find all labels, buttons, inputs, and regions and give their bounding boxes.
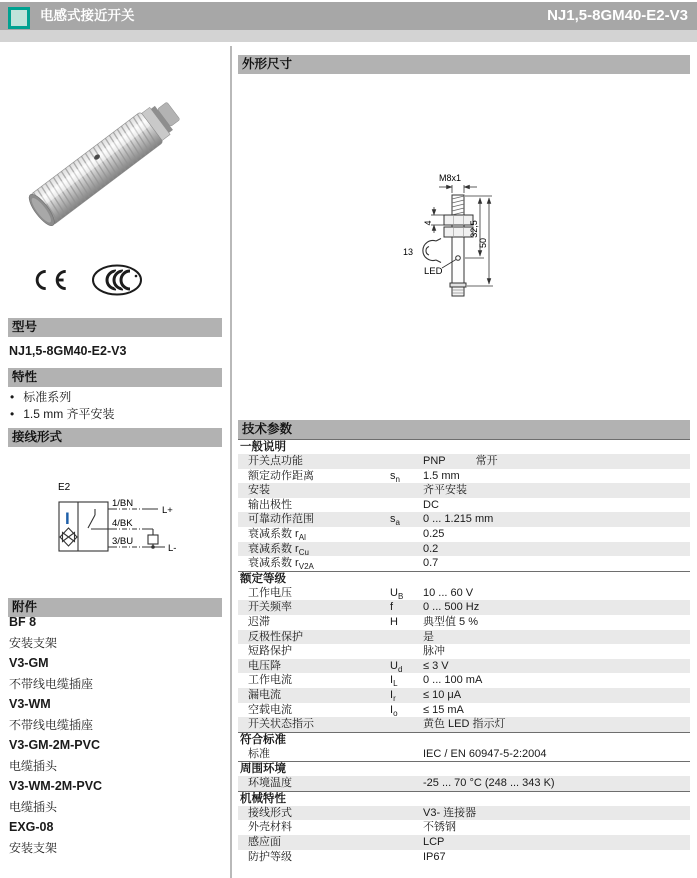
- spec-label: 短路保护: [248, 645, 292, 658]
- spec-label: 衰减系数 $r_{Al}$: [248, 527, 306, 543]
- spec-row: [238, 644, 690, 659]
- spec-row: [238, 673, 690, 688]
- spec-value-2: 常开: [475, 455, 498, 467]
- accessory-model: EXG-08: [9, 820, 54, 834]
- accessory-description: 安装支架: [9, 636, 58, 650]
- dim-mid-label: 32,5: [469, 220, 479, 238]
- spec-label: 防护等级: [248, 850, 292, 863]
- model-value: NJ1,5-8GM40-E2-V3: [9, 344, 127, 358]
- spec-row: [238, 483, 690, 498]
- spec-row: [238, 850, 690, 865]
- spec-row: [238, 806, 690, 821]
- spec-value: 0.7: [423, 557, 439, 570]
- brand-square-icon: [8, 7, 30, 29]
- spec-value: DC: [423, 498, 439, 511]
- terminal-label: L-: [168, 543, 177, 554]
- accessory-model: V3-WM-2M-PVC: [9, 779, 103, 793]
- spec-section-title: 一般说明: [238, 439, 690, 454]
- spec-symbol: [390, 630, 423, 645]
- spec-row: [238, 586, 690, 601]
- spec-symbol: [390, 454, 423, 469]
- ce-mark-icon: [30, 266, 70, 294]
- section-header-connection: 接线形式: [8, 428, 222, 447]
- spec-symbol: [390, 483, 423, 498]
- accessory-model: BF 8: [9, 615, 37, 629]
- spec-value: ≤ 3 V: [423, 659, 449, 672]
- spec-row: [238, 512, 690, 527]
- spec-symbol: $s_n$: [390, 469, 400, 484]
- spec-row: [238, 630, 690, 645]
- part-number: NJ1,5-8GM40-E2-V3: [547, 7, 688, 24]
- spec-symbol: [390, 806, 423, 821]
- spec-section-title: 符合标准: [238, 732, 690, 747]
- spec-value: 10 ... 60 V: [423, 586, 474, 599]
- spec-symbol: [390, 556, 423, 575]
- spec-value: IP67: [423, 850, 446, 863]
- accessory-model: V3-GM: [9, 656, 49, 670]
- spec-label: 反极性保护: [248, 630, 303, 643]
- spec-value: PNP 常开: [423, 455, 498, 467]
- spec-label: 迟滞: [248, 615, 270, 628]
- dim-thread-label: M8x1: [439, 173, 462, 183]
- spec-label: 安装: [248, 484, 270, 497]
- spec-value: LCP: [423, 836, 445, 849]
- spec-row: [238, 820, 690, 835]
- spec-row: [238, 703, 690, 718]
- spec-section-title: 机械特性: [238, 791, 690, 806]
- output-type-symbol: I: [65, 509, 70, 528]
- accessory-description: 不带线电缆插座: [9, 677, 94, 691]
- spec-value: 脉冲: [423, 645, 445, 658]
- spec-row: [238, 747, 690, 762]
- spec-row: [238, 688, 690, 703]
- spec-value: 0 ... 1.215 mm: [423, 513, 494, 526]
- spec-label: 可靠动作范围: [248, 513, 314, 526]
- accessory-description: 不带线电缆插座: [9, 718, 94, 732]
- spec-symbol: $s_a$: [390, 513, 400, 528]
- spec-label: 工作电流: [248, 674, 292, 687]
- spec-label: 接线形式: [248, 806, 292, 819]
- pin-label: 3/BU: [112, 536, 134, 547]
- wiring-diagram: [55, 480, 207, 568]
- ccc-mark-icon: [90, 262, 144, 298]
- spec-value: V3- 连接器: [423, 806, 477, 819]
- spec-symbol: $I_r$: [390, 688, 396, 704]
- spec-label: 额定动作距离: [248, 469, 314, 482]
- led-label: LED: [424, 266, 443, 277]
- spec-label: 开关状态指示: [248, 718, 314, 731]
- spec-value: ≤ 10 μA: [423, 688, 462, 701]
- spec-label: 标准: [248, 747, 270, 760]
- spec-row: [238, 776, 690, 791]
- spec-label: 开关点功能: [248, 455, 303, 467]
- spec-value: 1.5 mm: [423, 469, 460, 482]
- spec-label: 输出极性: [248, 498, 292, 511]
- spec-label: 开关频率: [248, 601, 292, 614]
- spec-symbol: $I_o$: [390, 703, 398, 718]
- spec-value: 0.25: [423, 527, 445, 540]
- spec-symbol: $I_L$: [390, 674, 398, 689]
- terminal-label: L+: [162, 505, 173, 516]
- spec-section-title: 额定等级: [238, 571, 690, 586]
- accessory-description: 电缆插头: [9, 800, 58, 814]
- spec-row: [238, 498, 690, 513]
- spec-value: 黄色 LED 指示灯: [423, 718, 506, 731]
- spec-symbol: [390, 644, 423, 659]
- spec-label: 衰减系数 $r_{V2A}$: [248, 557, 314, 572]
- spec-section-title: 周围环境: [238, 761, 690, 776]
- spec-symbol: [390, 717, 423, 732]
- page-header-bar: [0, 2, 697, 30]
- spec-symbol: [390, 820, 423, 835]
- spec-value: 不锈钢: [423, 821, 456, 834]
- dim-wrench-label: 13: [403, 247, 414, 257]
- spec-label: 环境温度: [248, 777, 292, 790]
- accessory-model: V3-GM-2M-PVC: [9, 738, 100, 752]
- spec-row: [238, 556, 690, 571]
- accessory-description: 电缆插头: [9, 759, 58, 773]
- spec-value: 典型值 5 %: [423, 615, 479, 628]
- spec-symbol: H: [390, 615, 398, 628]
- section-header-features: 特性: [8, 368, 222, 387]
- spec-row: [238, 717, 690, 732]
- spec-value: ≤ 15 mA: [423, 703, 464, 716]
- spec-row: [238, 527, 690, 542]
- feature-list: [10, 389, 115, 423]
- dim-nut-label: 4: [423, 220, 433, 226]
- product-photo: [12, 52, 212, 247]
- spec-label: 空载电流: [248, 703, 292, 716]
- spec-row: [238, 835, 690, 850]
- wiring-diagram-label: E2: [58, 482, 71, 493]
- spec-row: [238, 600, 690, 615]
- spec-symbol: $U_B$: [390, 586, 404, 601]
- spec-symbol: [390, 835, 423, 850]
- spec-label: 外壳材料: [248, 821, 292, 834]
- spec-symbol: [390, 850, 423, 865]
- column-divider: [230, 46, 232, 878]
- header-sub-strip: [0, 30, 697, 42]
- accessories-list: [9, 612, 219, 858]
- section-header-model: 型号: [8, 318, 222, 337]
- spec-value: IEC / EN 60947-5-2:2004: [423, 747, 547, 760]
- specs-table: [238, 439, 690, 864]
- dim-total-label: 50: [478, 237, 488, 249]
- pin-label: 1/BN: [112, 498, 134, 509]
- spec-value: 0 ... 500 Hz: [423, 601, 480, 614]
- accessory-model: V3-WM: [9, 697, 51, 711]
- spec-row: [238, 542, 690, 557]
- page-title: 电感式接近开关: [40, 8, 135, 23]
- spec-symbol: f: [390, 601, 394, 614]
- spec-row: [238, 659, 690, 674]
- section-header-dimensions: 外形尺寸: [238, 55, 690, 74]
- spec-symbol: [390, 498, 423, 513]
- spec-label: 衰减系数 $r_{Cu}$: [248, 542, 309, 557]
- spec-row: [238, 615, 690, 630]
- dimension-drawing: [395, 163, 545, 308]
- section-header-specs: 技术参数: [238, 420, 690, 439]
- spec-symbol: [390, 747, 423, 762]
- spec-label: 漏电流: [248, 688, 281, 701]
- feature-item: • 标准系列: [10, 389, 115, 406]
- spec-label: 电压降: [248, 659, 281, 672]
- spec-symbol: [390, 776, 423, 791]
- spec-value: 是: [423, 630, 434, 643]
- spec-row: [238, 454, 690, 469]
- feature-item: • 1.5 mm 齐平安装: [10, 406, 115, 423]
- spec-value: 0.2: [423, 542, 439, 555]
- spec-label: 感应面: [248, 836, 281, 849]
- spec-value: 0 ... 100 mA: [423, 674, 483, 687]
- spec-symbol: $U_d$: [390, 659, 403, 674]
- pin-label: 4/BK: [112, 518, 133, 529]
- spec-value: -25 ... 70 °C (248 ... 343 K): [423, 777, 555, 790]
- section-header-accessories: 附件: [8, 598, 222, 617]
- spec-value: 齐平安装: [423, 484, 467, 497]
- accessory-description: 安装支架: [9, 841, 58, 855]
- spec-row: [238, 469, 690, 484]
- spec-label: 工作电压: [248, 586, 292, 599]
